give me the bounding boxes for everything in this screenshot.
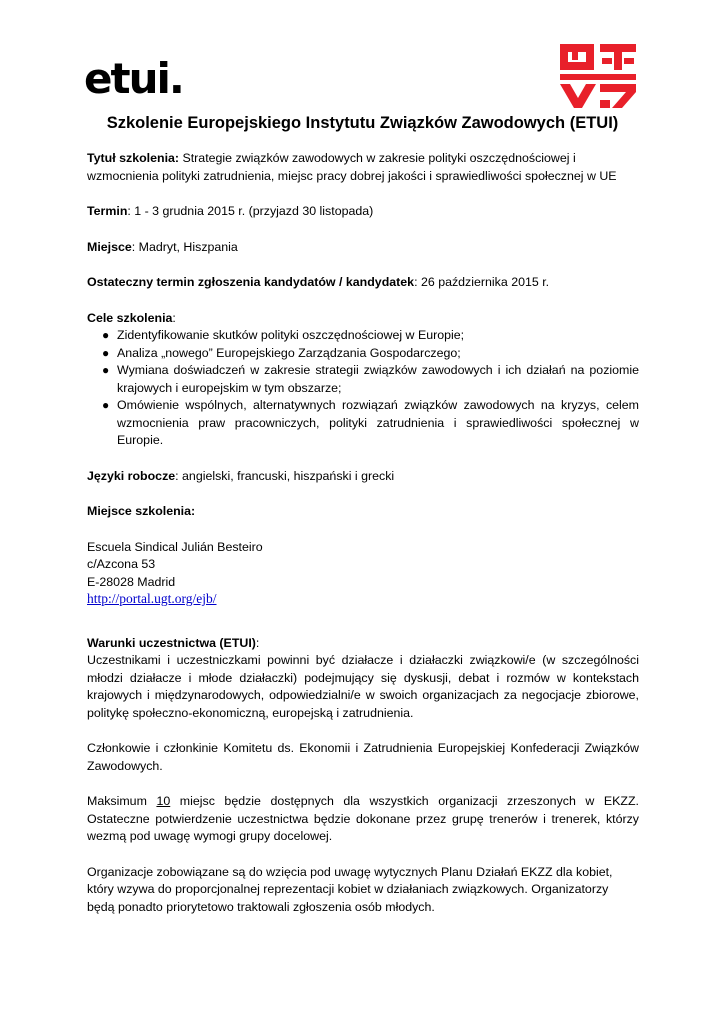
goal-text: Omówienie wspólnych, alternatywnych rozwiązań związków zawodowych na kryzys, celem wzmocnienia praw pracowniczych, polityki zatrudnienia i sprawiedliwości społecznej w Europie. bbox=[117, 398, 639, 447]
venue-heading bbox=[87, 503, 639, 521]
list-item bbox=[87, 345, 639, 363]
conditions-label: Warunki uczestnictwa (ETUI) bbox=[87, 635, 256, 650]
goals-label: Cele szkolenia bbox=[87, 310, 173, 325]
term-label: Termin bbox=[87, 204, 128, 218]
conditions-paragraph-2: Członkowie i członkinie Komitetu ds. Ekonomii i Zatrudnienia Europejskiej Konfederacji Związków Zawodowych. bbox=[87, 741, 639, 773]
bullet-icon: ● bbox=[102, 363, 110, 377]
conditions-label-suffix: : bbox=[255, 635, 260, 650]
goals-label-suffix: : bbox=[172, 310, 176, 325]
place-label: Miejsce bbox=[87, 239, 132, 254]
bullet-icon: ● bbox=[102, 345, 110, 360]
goals-heading bbox=[87, 310, 639, 328]
para3-before: Maksimum bbox=[87, 794, 157, 808]
term-value: : 1 - 3 grudnia 2015 r. (przyjazd 30 listopada) bbox=[127, 204, 374, 218]
deadline-paragraph bbox=[87, 274, 639, 292]
bullet-icon: ● bbox=[102, 398, 110, 412]
venue-url-link[interactable]: http://portal.ugt.org/ejb/ bbox=[87, 591, 217, 606]
goal-text: Zidentyfikowanie skutków polityki oszczędnościowej w Europie; bbox=[117, 328, 465, 342]
goal-text: Analiza „nowego” Europejskiego Zarządzania Gospodarczego; bbox=[117, 345, 461, 360]
max-places-number: 10 bbox=[156, 794, 171, 808]
para3-after: miejsc będzie dostępnych dla wszystkich organizacji zrzeszonych w EKZZ. Ostateczne potwierdzenie uczestnictwa będzie dokonane przez grupę trenerów i trenerek, którzy wezmą pod uwagę wymogi grupy docelowej. bbox=[87, 794, 639, 843]
venue-label: Miejsce szkolenia: bbox=[87, 504, 196, 518]
goals-list bbox=[87, 327, 639, 450]
list-item bbox=[87, 362, 639, 397]
course-title-label: Tytuł szkolenia: bbox=[87, 151, 180, 165]
conditions-paragraph-3 bbox=[87, 793, 639, 846]
conditions-paragraph-1: Uczestnikami i uczestniczkami powinni być działacze i działaczki związkowi/e (w szczególności młodzi działacze i młode działaczki) podejmujący się dyskusji, debat i rozmów w kontekstach krajowych i międzynarodowych, odpowiedzialni/e w swoich organizacjach za negocjacje zbiorowe, politykę społeczno-ekonomiczną, europejską i zatrudnienia. bbox=[87, 653, 639, 720]
venue-line: c/Azcona 53 bbox=[87, 557, 156, 571]
course-title-paragraph bbox=[87, 150, 639, 185]
term-paragraph bbox=[87, 203, 639, 221]
venue-line: Escuela Sindical Julián Besteiro bbox=[87, 539, 263, 554]
ugt-logo-icon bbox=[558, 42, 638, 110]
bullet-icon: ● bbox=[102, 328, 110, 342]
page-title: Szkolenie Europejskiego Instytutu Związków Zawodowych (ETUI) bbox=[106, 114, 619, 132]
languages-value: : angielski, francuski, hiszpański i grecki bbox=[175, 468, 395, 483]
document-body bbox=[87, 150, 639, 916]
deadline-label: Ostateczny termin zgłoszenia kandydatów / kandydatek bbox=[87, 275, 415, 289]
list-item bbox=[87, 327, 639, 345]
languages-label: Języki robocze bbox=[87, 468, 176, 483]
conditions-heading bbox=[87, 635, 639, 653]
course-title-value: Strategie związków zawodowych w zakresie polityki oszczędnościowej i wzmocnienia polityki zatrudnienia, miejsc pracy dobrej jakości i sprawiedliwości społecznej w UE bbox=[87, 151, 617, 183]
place-value: : Madryt, Hiszpania bbox=[131, 239, 238, 254]
etui-logo: etui. bbox=[84, 54, 183, 103]
goal-text: Wymiana doświadczeń w zakresie strategii związków zawodowych i ich działań na poziomie krajowych i europejskim w tym obszarze; bbox=[117, 363, 639, 395]
deadline-value: : 26 października 2015 r. bbox=[414, 275, 550, 289]
list-item bbox=[87, 397, 639, 450]
conditions-paragraph-4: Organizacje zobowiązane są do wzięcia pod uwagę wytycznych Planu Działań EKZZ dla kobiet, który wzywa do proporcjonalnej reprezentacji kobiet w działaniach związkowych. Organizatorzy będą ponadto priorytetowo traktowali zgłoszenia osób młodych. bbox=[87, 864, 613, 914]
place-paragraph bbox=[87, 239, 639, 257]
languages-paragraph bbox=[87, 468, 639, 486]
venue-line: E-28028 Madrid bbox=[87, 574, 176, 589]
